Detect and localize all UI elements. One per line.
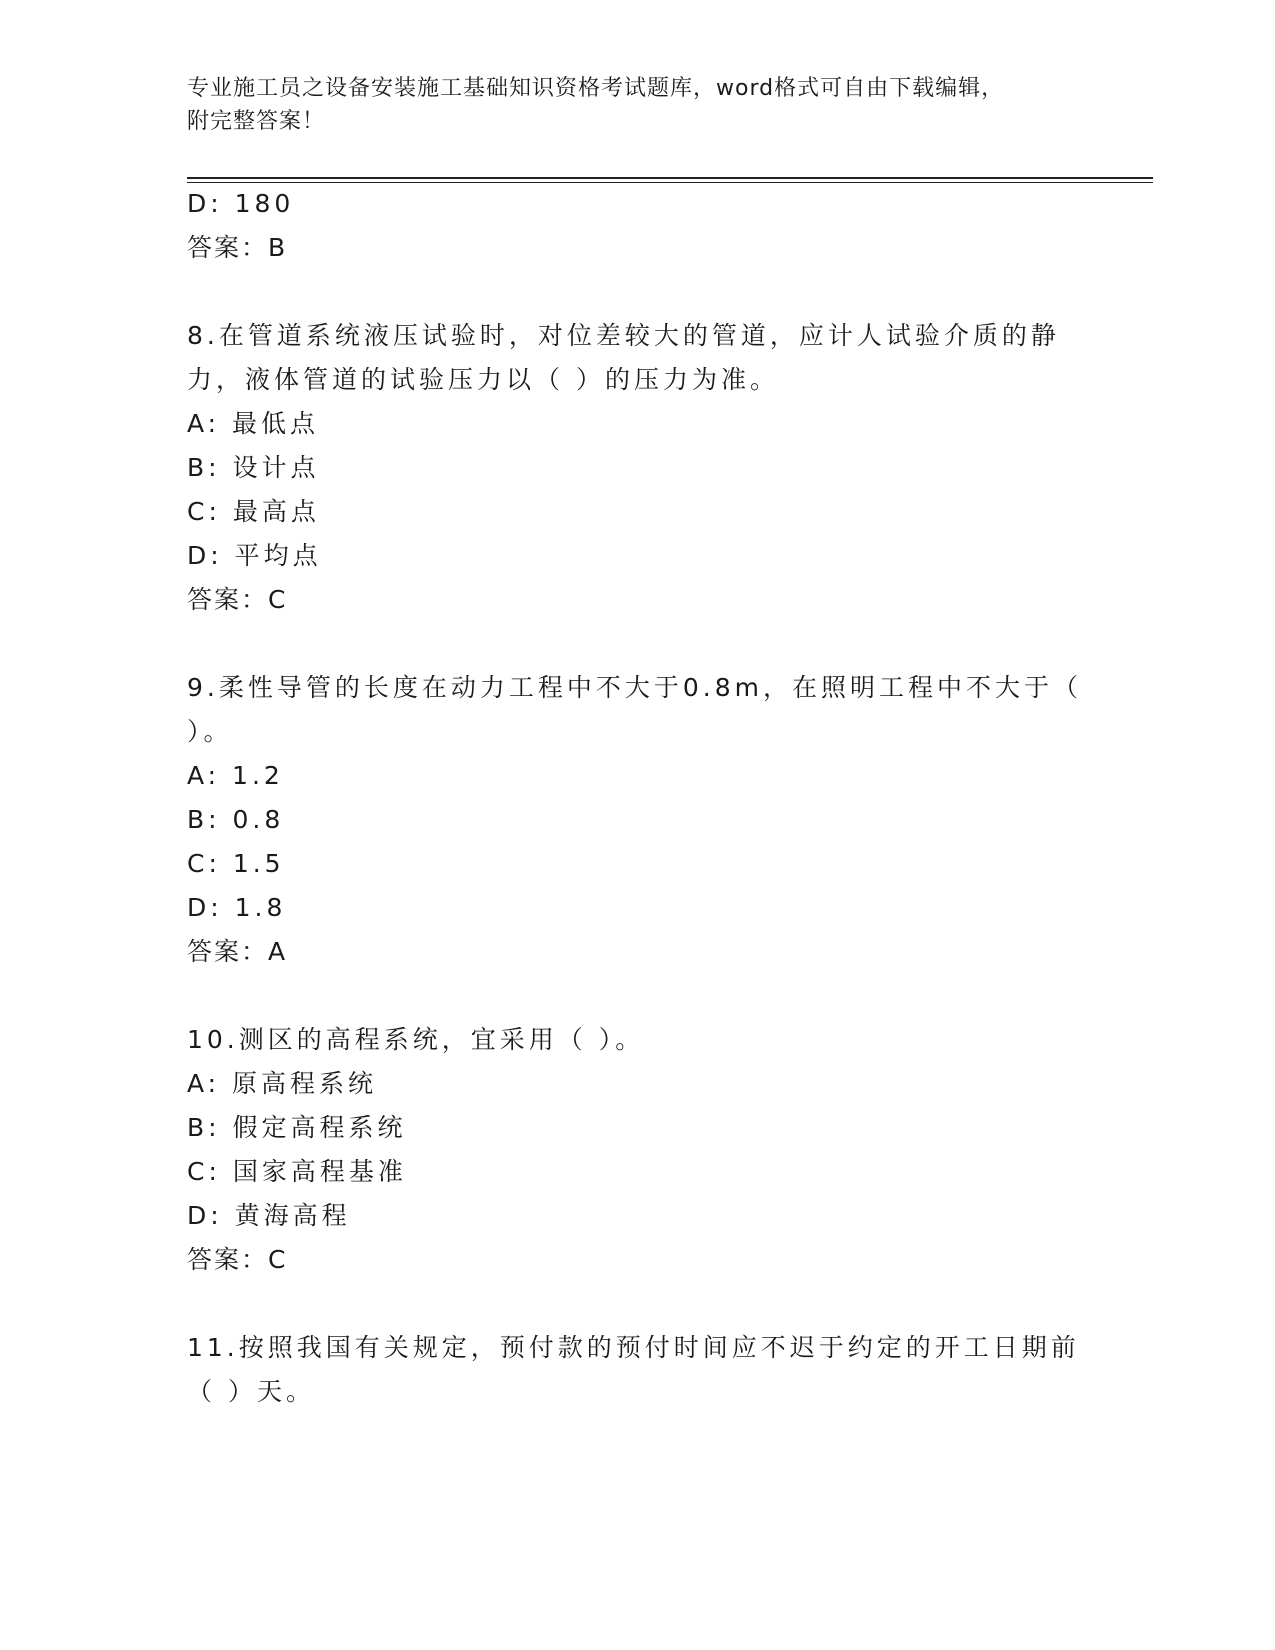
q10-option-b: B: 假定高程系统 [187, 1113, 407, 1142]
q8-option-d: D: 平均点 [187, 541, 322, 570]
q8-answer: 答案：C [187, 585, 288, 614]
q8-option-c: C: 最高点 [187, 497, 320, 526]
q8-text-line-1: 8.在管道系统液压试验时，对位差较大的管道，应计人试验介质的静 [187, 321, 1060, 350]
q10-option-c: C: 国家高程基准 [187, 1157, 407, 1186]
q8-option-b: B: 设计点 [187, 453, 320, 482]
q10-answer: 答案：C [187, 1245, 288, 1274]
q10-option-a: A: 原高程系统 [187, 1069, 378, 1098]
q11-text-line-2: （ ）天。 [187, 1377, 315, 1406]
q11-text-line-1: 11.按照我国有关规定，预付款的预付时间应不迟于约定的开工日期前 [187, 1333, 1080, 1362]
prev-answer: 答案：B [187, 233, 288, 262]
q9-answer: 答案：A [187, 937, 288, 966]
header-divider-thin [187, 182, 1153, 183]
header-divider-thick [187, 177, 1153, 179]
q9-option-d: D: 1.8 [187, 893, 287, 922]
header-title-line-1: 专业施工员之设备安装施工基础知识资格考试题库，word格式可自由下载编辑， [187, 76, 1005, 101]
q9-option-c: C: 1.5 [187, 849, 285, 878]
q9-option-b: B: 0.8 [187, 805, 285, 834]
q8-option-a: A: 最低点 [187, 409, 320, 438]
q9-option-a: A: 1.2 [187, 761, 284, 790]
q9-text-line-2: ）。 [187, 717, 233, 746]
header-title-line-2: 附完整答案！ [187, 109, 326, 134]
document-header [187, 72, 1067, 138]
q9-text-line-1: 9.柔性导管的长度在动力工程中不大于0.8m，在照明工程中不大于（ [187, 673, 1082, 702]
q8-text-line-2: 力，液体管道的试验压力以（ ）的压力为准。 [187, 365, 779, 394]
q10-option-d: D: 黄海高程 [187, 1201, 351, 1230]
prev-option-d: D: 180 [187, 189, 295, 218]
q10-text-line-1: 10.测区的高程系统，宜采用（ ）。 [187, 1025, 645, 1054]
